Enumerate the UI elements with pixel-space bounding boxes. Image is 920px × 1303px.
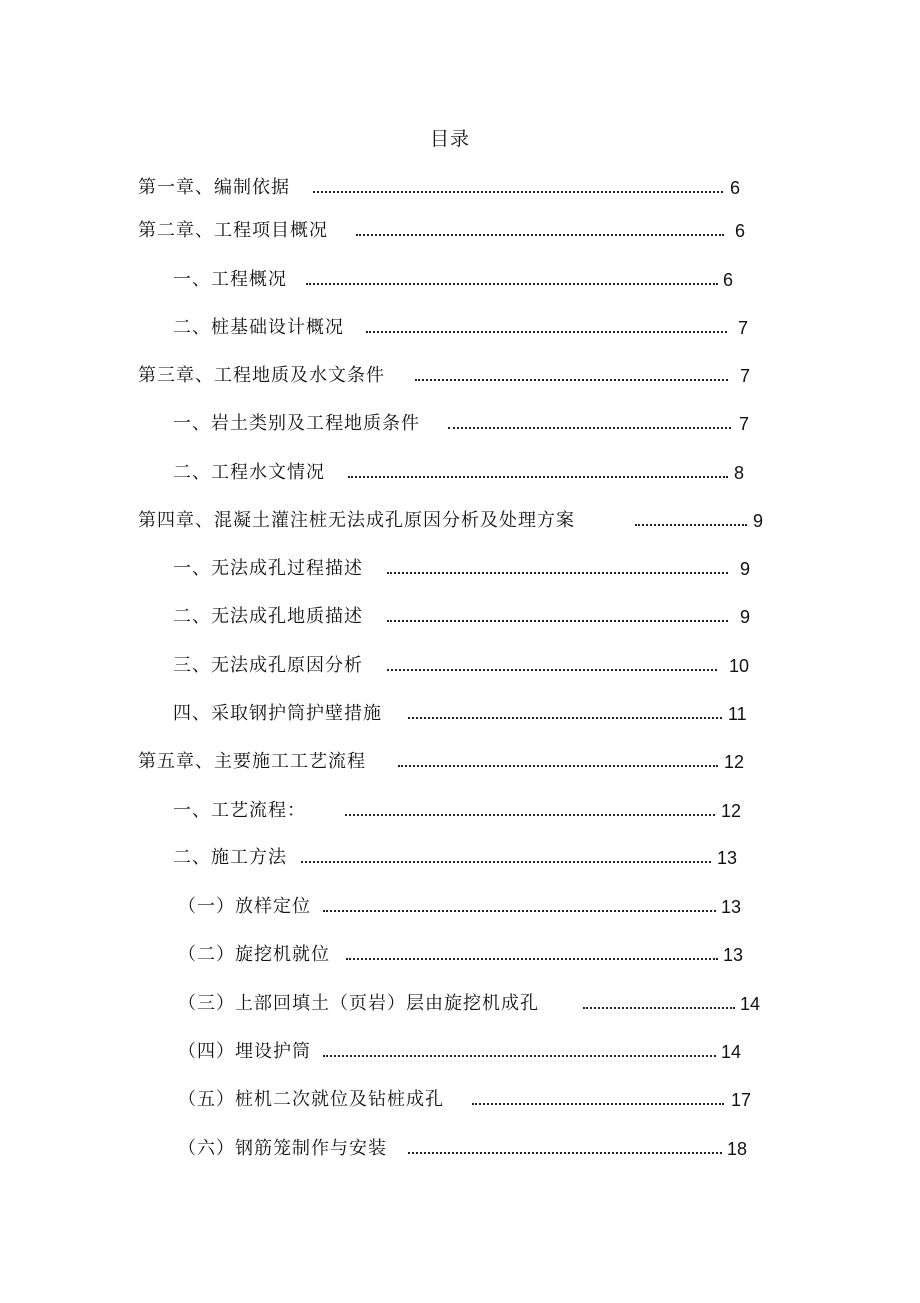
toc-entry-label: （六）钢筋笼制作与安装 [178, 1138, 387, 1159]
toc-page-number: 14 [721, 1042, 742, 1062]
toc-page-number: 13 [723, 945, 744, 965]
toc-entry-label: 一、工艺流程： [173, 800, 306, 821]
toc-entry[interactable] [138, 747, 758, 777]
toc-entry-label: （四）埋设护筒 [178, 1041, 311, 1062]
toc-page-number: 7 [739, 414, 750, 434]
toc-entry[interactable] [173, 554, 768, 584]
dot-leader [301, 843, 711, 873]
toc-entry-label: 一、岩土类别及工程地质条件 [173, 413, 420, 434]
toc-entry[interactable] [138, 173, 748, 203]
toc-entry[interactable] [173, 265, 743, 295]
toc-entry-label: 二、工程水文情况 [173, 462, 325, 483]
dot-leader [346, 940, 718, 970]
toc-entry[interactable] [173, 458, 763, 488]
toc-entry-label: 二、桩基础设计概况 [173, 317, 344, 338]
toc-entry-label: （五）桩机二次就位及钻桩成孔 [178, 1089, 444, 1110]
dot-leader [387, 602, 728, 632]
dot-leader [408, 699, 722, 729]
toc-page-number: 17 [731, 1090, 752, 1110]
toc-page-number: 12 [724, 752, 745, 772]
toc-page-number: 9 [740, 559, 751, 579]
toc-page-number: 12 [721, 801, 742, 821]
toc-page-number: 7 [738, 318, 749, 338]
toc-page-number: 7 [740, 366, 751, 386]
dot-leader [387, 651, 717, 681]
toc-page-number: 11 [728, 704, 747, 724]
toc-page-number: 8 [734, 463, 745, 483]
toc-entry-label: 一、无法成孔过程描述 [173, 558, 363, 579]
toc-entry-label: 第五章、主要施工工艺流程 [138, 751, 366, 772]
toc-entry[interactable] [173, 602, 768, 632]
dot-leader [472, 1085, 724, 1115]
dot-leader [306, 265, 718, 295]
dot-leader [345, 796, 715, 826]
toc-entry[interactable] [138, 361, 763, 391]
toc-entry[interactable] [173, 843, 748, 873]
dot-leader [366, 313, 727, 343]
toc-entry[interactable] [138, 506, 778, 536]
toc-entry-label: （一）放样定位 [178, 896, 311, 917]
toc-entry-label: 第三章、工程地质及水文条件 [138, 365, 385, 386]
toc-entry[interactable] [178, 1085, 768, 1115]
toc-entry[interactable] [138, 216, 758, 246]
dot-leader [313, 173, 723, 203]
dot-leader [323, 1037, 716, 1067]
dot-leader [448, 409, 731, 439]
toc-page-number: 6 [723, 270, 734, 290]
dot-leader [323, 892, 716, 922]
toc-page-number: 10 [729, 656, 750, 676]
toc-entry-label: 二、施工方法 [173, 847, 287, 868]
toc-entry-label: 四、采取钢护筒护壁措施 [173, 703, 382, 724]
toc-page-number: 6 [730, 178, 741, 198]
toc-entry-label: 一、工程概况 [173, 269, 287, 290]
toc-entry[interactable] [173, 796, 753, 826]
toc-page-number: 13 [721, 897, 742, 917]
toc-page-number: 14 [740, 994, 761, 1014]
toc-entry-label: 二、无法成孔地质描述 [173, 606, 363, 627]
dot-leader [583, 989, 735, 1019]
dot-leader [387, 554, 728, 584]
toc-page-number: 9 [740, 607, 751, 627]
toc-page-number: 18 [727, 1139, 748, 1159]
dot-leader [415, 361, 728, 391]
toc-entry[interactable] [178, 1134, 768, 1164]
toc-entry-label: （二）旋挖机就位 [178, 944, 330, 965]
toc-title: 目录 [429, 128, 470, 150]
toc-entry-label: 第一章、编制依据 [138, 177, 290, 198]
dot-leader [408, 1134, 722, 1164]
toc-entry[interactable] [173, 313, 763, 343]
dot-leader [348, 458, 728, 488]
toc-entry[interactable] [173, 651, 773, 681]
dot-leader [635, 506, 747, 536]
toc-entry[interactable] [178, 989, 778, 1019]
toc-page-number: 13 [717, 848, 738, 868]
toc-entry[interactable] [178, 940, 758, 970]
toc-page-number: 6 [735, 221, 746, 241]
toc-entry-label: 三、无法成孔原因分析 [173, 655, 363, 676]
toc-entry[interactable] [178, 1037, 758, 1067]
toc-entry[interactable] [173, 409, 763, 439]
toc-entry-label: （三）上部回填土（页岩）层由旋挖机成孔 [178, 993, 539, 1014]
toc-entry-label: 第四章、混凝土灌注桩无法成孔原因分析及处理方案 [138, 510, 575, 531]
toc-entry[interactable] [178, 892, 753, 922]
dot-leader [398, 747, 718, 777]
dot-leader [356, 216, 724, 246]
toc-page-number: 9 [753, 511, 764, 531]
toc-entry-label: 第二章、工程项目概况 [138, 220, 328, 241]
toc-entry[interactable] [173, 699, 768, 729]
